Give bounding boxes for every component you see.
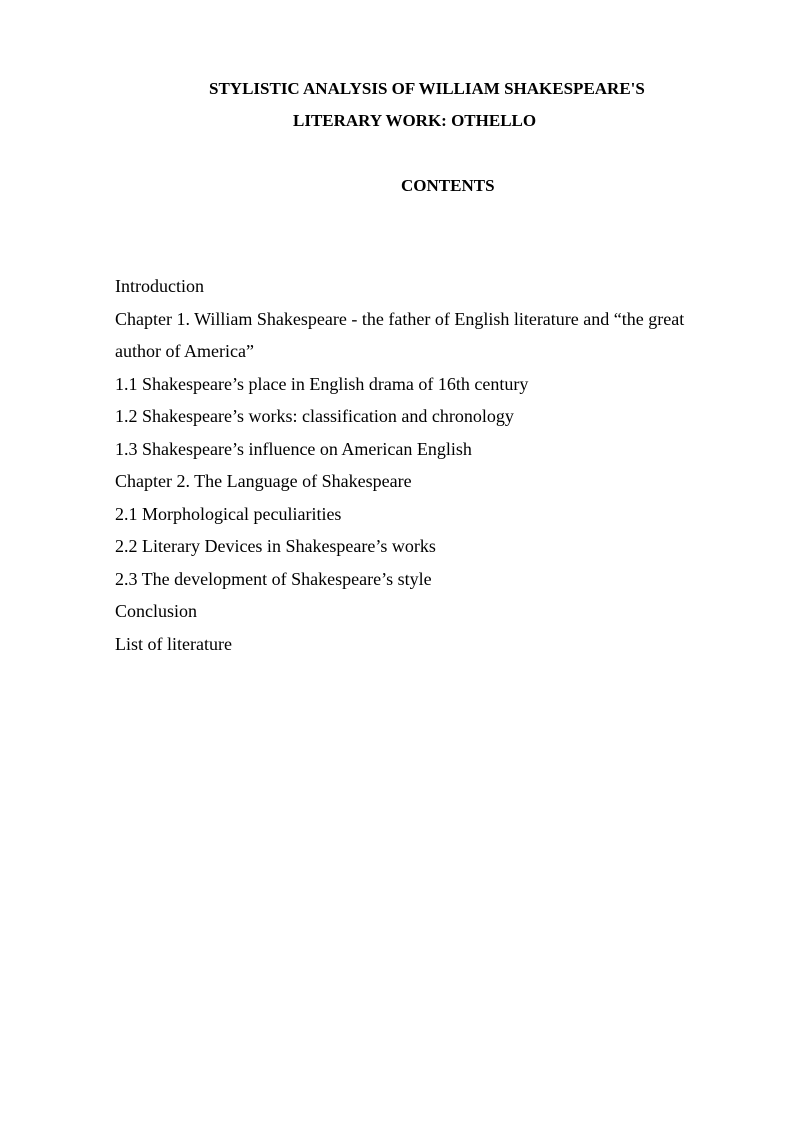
toc-item-section-1-2: 1.2 Shakespeare’s works: classification and chronology bbox=[115, 406, 514, 426]
document-title-line-1: STYLISTIC ANALYSIS OF WILLIAM SHAKESPEARE'S bbox=[209, 79, 645, 98]
toc-item-list-of-literature: List of literature bbox=[115, 633, 232, 654]
toc-item-section-1-3: 1.3 Shakespeare’s influence on American English bbox=[115, 438, 472, 459]
toc-item-introduction: Introduction bbox=[115, 276, 204, 296]
toc-item-section-2-2: 2.2 Literary Devices in Shakespeare’s works bbox=[115, 536, 436, 556]
toc-item-section-2-1: 2.1 Morphological peculiarities bbox=[115, 503, 342, 524]
table-of-contents bbox=[115, 270, 735, 660]
toc-item-chapter-1-continued: author of America” bbox=[115, 341, 254, 361]
document-title-line-2: LITERARY WORK: OTHELLO bbox=[293, 111, 537, 130]
contents-heading: CONTENTS bbox=[401, 176, 495, 195]
toc-item-chapter-2: Chapter 2. The Language of Shakespeare bbox=[115, 471, 412, 491]
toc-item-section-2-3: 2.3 The development of Shakespeare’s style bbox=[115, 568, 432, 589]
toc-item-section-1-1: 1.1 Shakespeare’s place in English drama of 16th century bbox=[115, 373, 529, 394]
toc-item-chapter-1: Chapter 1. William Shakespeare - the father of English literature and “the great bbox=[115, 308, 685, 329]
toc-item-conclusion: Conclusion bbox=[115, 601, 198, 621]
